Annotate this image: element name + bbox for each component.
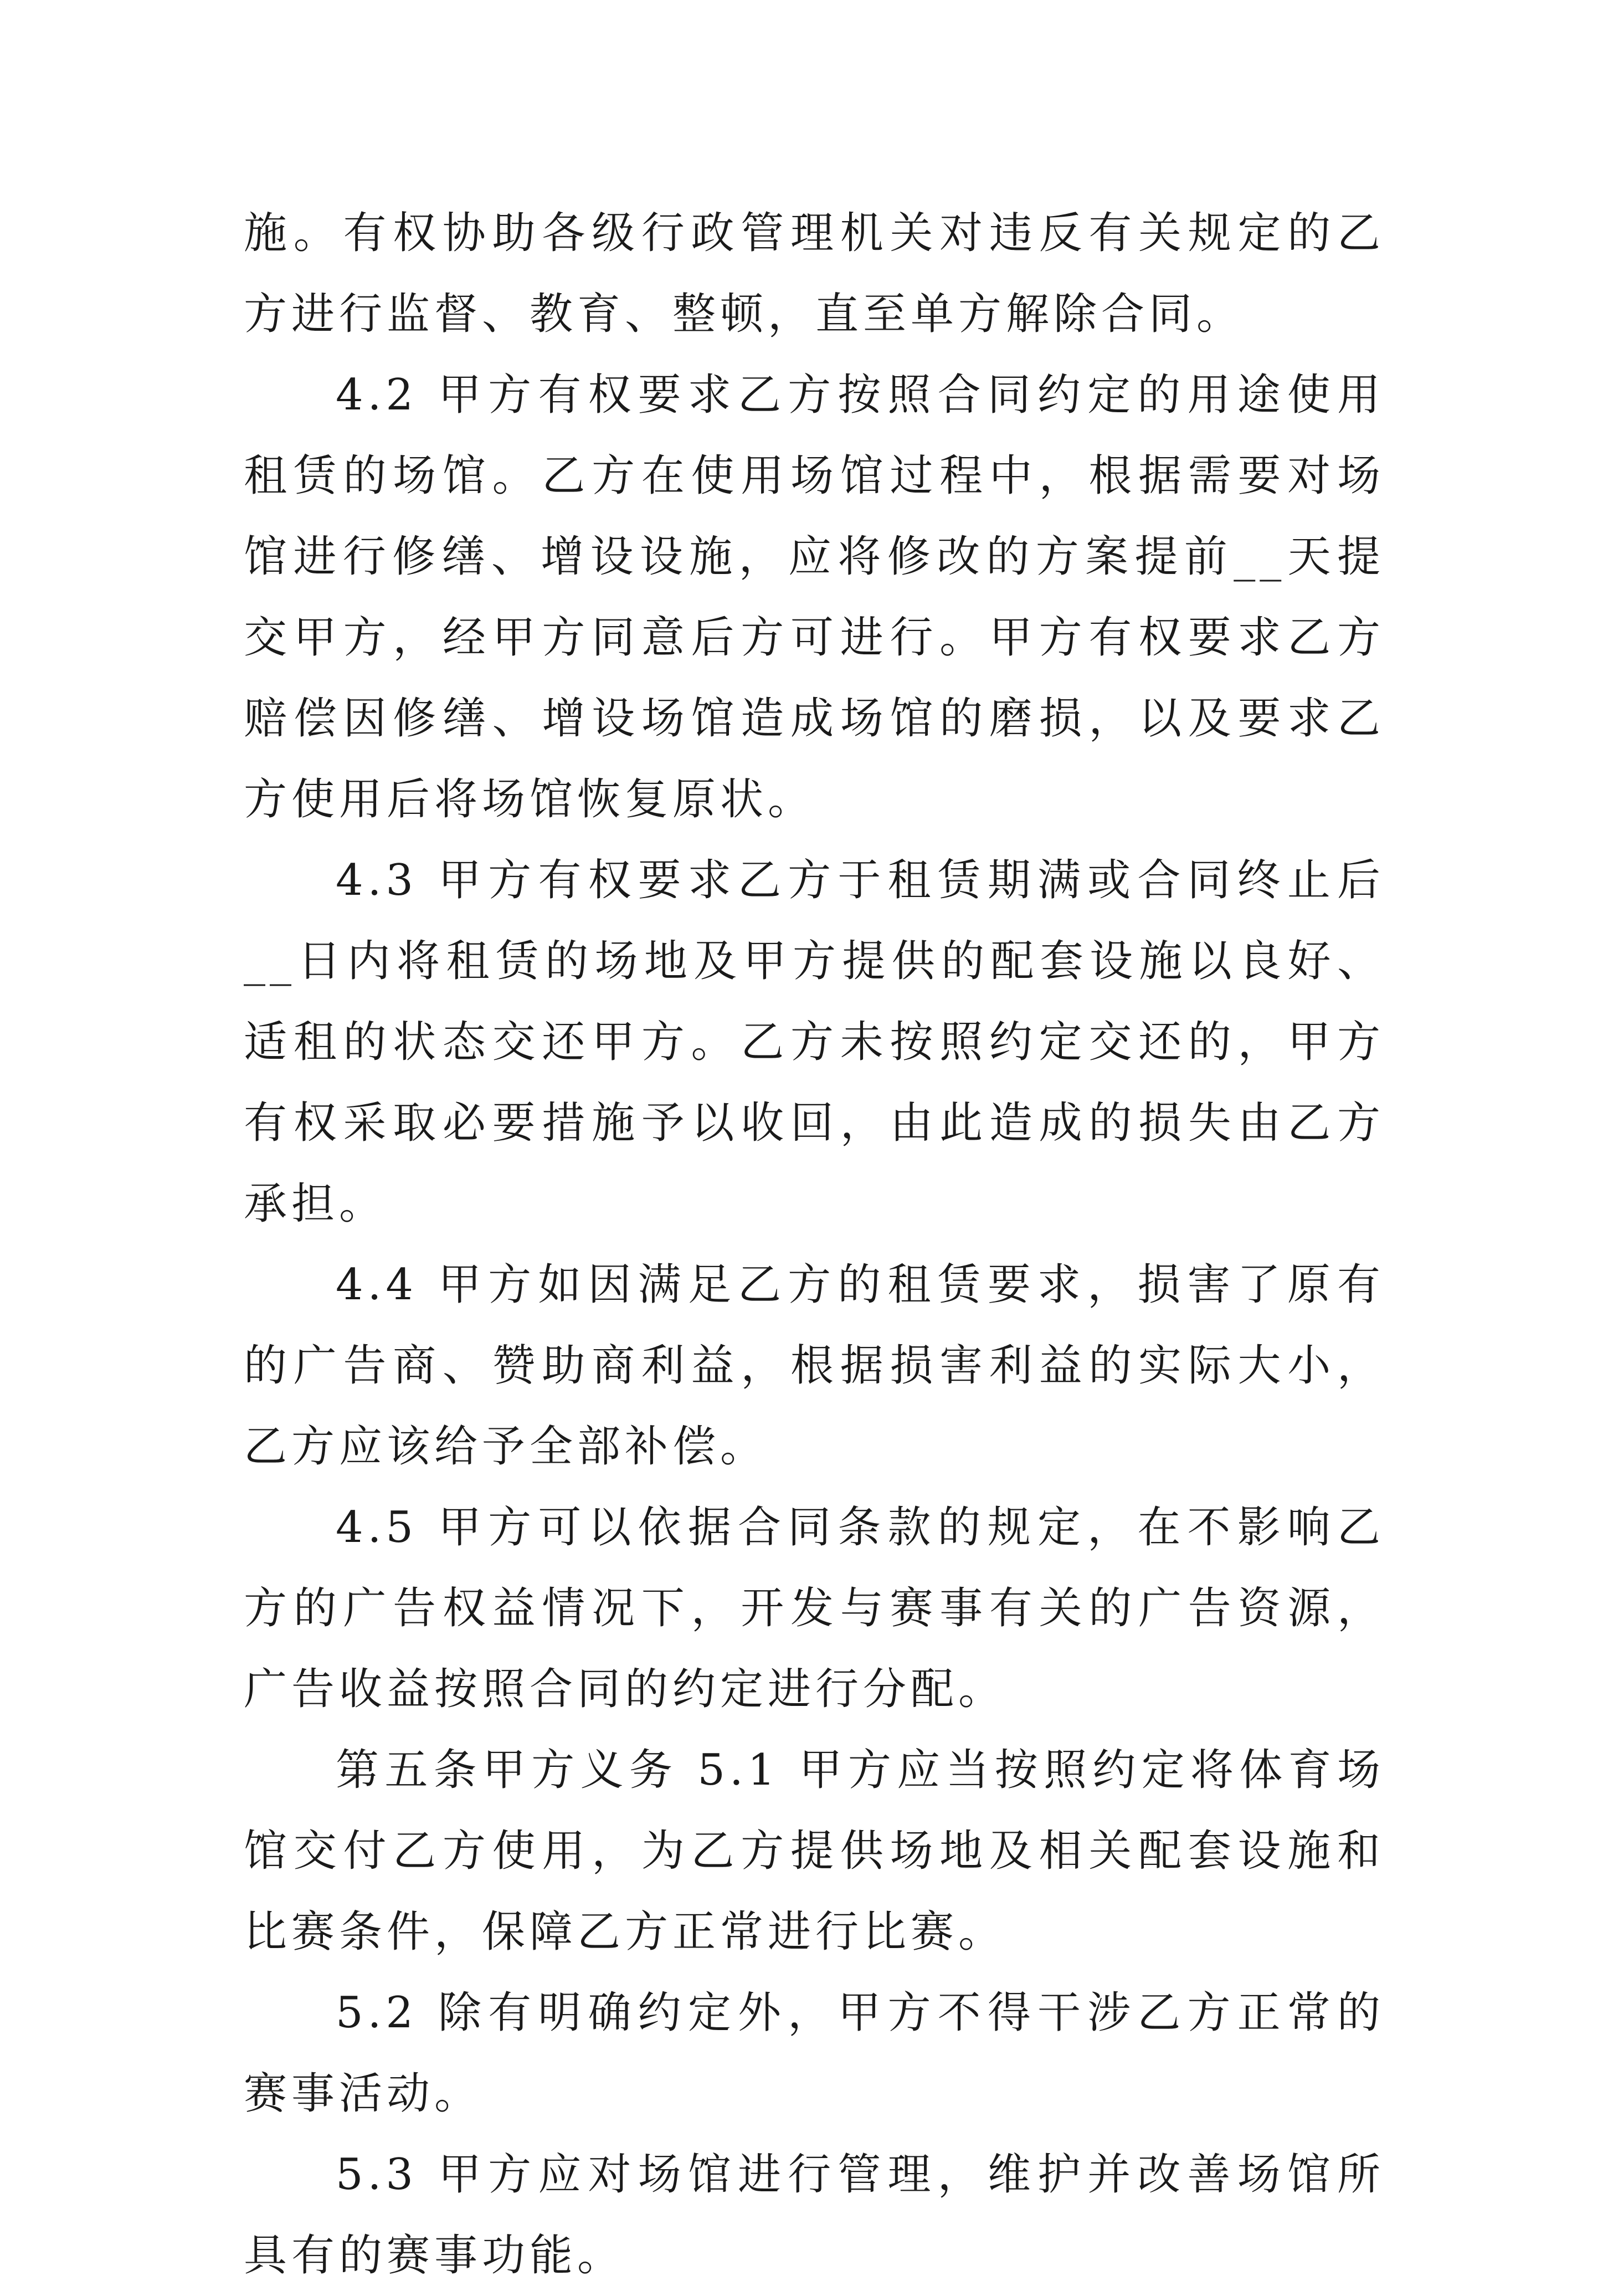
paragraph-clause-4-5: 4.5 甲方可以依据合同条款的规定，在不影响乙方的广告权益情况下，开发与赛事有关的广告资源，广告收益按照合同的约定进行分配。	[244, 1503, 1385, 1714]
paragraph-clause-4-4: 4.4 甲方如因满足乙方的租赁要求，损害了原有的广告商、赞助商利益，根据损害利益的实际大小，乙方应该给予全部补偿。	[244, 1260, 1385, 1472]
paragraph-clause-5-3: 5.3 甲方应对场馆进行管理，维护并改善场馆所具有的赛事功能。	[244, 2150, 1385, 2280]
paragraph-article-5-clause-5-1: 第五条甲方义务 5.1 甲方应当按照约定将体育场馆交付乙方使用，为乙方提供场地及相关配套设施和比赛条件，保障乙方正常进行比赛。	[244, 1745, 1385, 1957]
paragraph-clause-4-3: 4.3 甲方有权要求乙方于租赁期满或合同终止后__日内将租赁的场地及甲方提供的配套设施以良好、适租的状态交还甲方。乙方未按照约定交还的，甲方有权采取必要措施予以收回，由此造成的损失由乙方承担。	[244, 855, 1385, 1229]
document-body	[244, 193, 1385, 2296]
paragraph-clause-4-2: 4.2 甲方有权要求乙方按照合同约定的用途使用租赁的场馆。乙方在使用场馆过程中，根据需要对场馆进行修缮、增设设施，应将修改的方案提前__天提交甲方，经甲方同意后方可进行。甲方有权要求乙方赔偿因修缮、增设场馆造成场馆的磨损，以及要求乙方使用后将场馆恢复原状。	[244, 370, 1385, 824]
paragraph-continuation: 施。有权协助各级行政管理机关对违反有关规定的乙方进行监督、教育、整顿，直至单方解除合同。	[244, 208, 1385, 339]
paragraph-clause-5-2: 5.2 除有明确约定外，甲方不得干涉乙方正常的赛事活动。	[244, 1988, 1385, 2119]
